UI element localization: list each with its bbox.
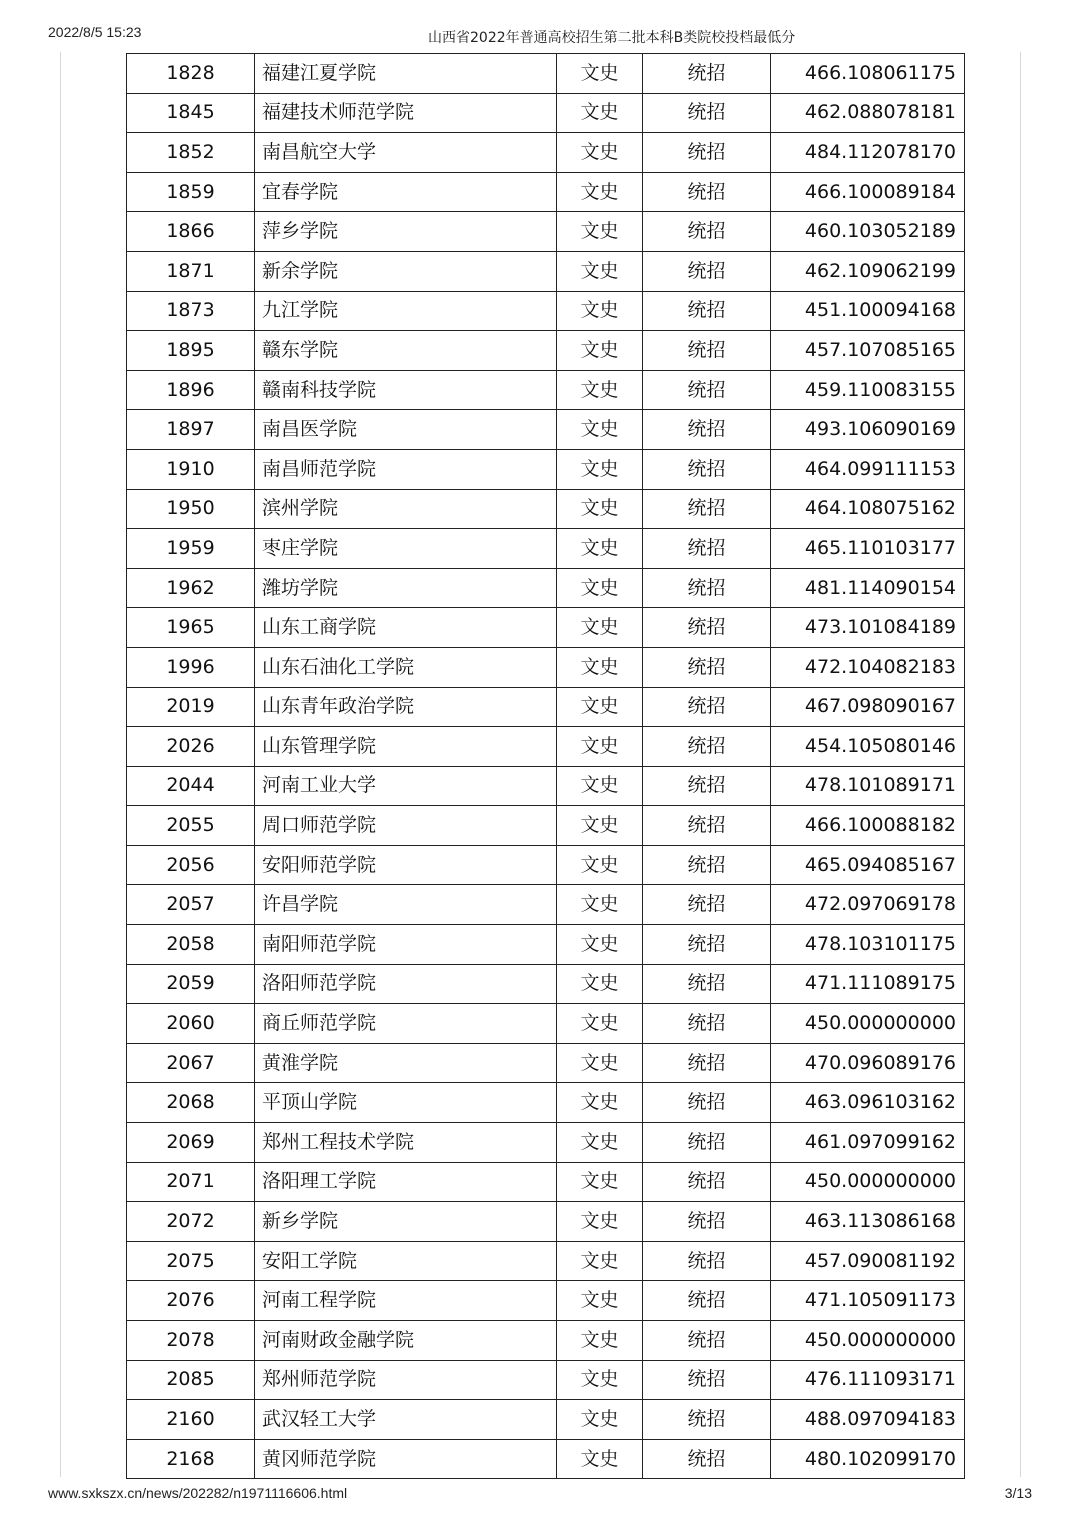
school-code-cell: 2067: [127, 1043, 255, 1083]
admission-type-cell: 统招: [643, 331, 771, 371]
school-code-cell: 2168: [127, 1439, 255, 1479]
school-code-cell: 2072: [127, 1202, 255, 1242]
admission-type-cell: 统招: [643, 845, 771, 885]
admission-type-cell: 统招: [643, 687, 771, 727]
school-name-cell: 福建江夏学院: [255, 54, 557, 94]
school-name-cell: 萍乡学院: [255, 212, 557, 252]
table-row: [127, 845, 965, 885]
school-code-cell: 2059: [127, 964, 255, 1004]
min-score-cell: 472.104082183: [771, 647, 965, 687]
school-name-cell: 平顶山学院: [255, 1083, 557, 1123]
school-code-cell: 1896: [127, 370, 255, 410]
admission-type-cell: 统招: [643, 568, 771, 608]
subject-category-cell: 文史: [557, 251, 643, 291]
subject-category-cell: 文史: [557, 1400, 643, 1440]
min-score-cell: 473.101084189: [771, 608, 965, 648]
table-row: [127, 806, 965, 846]
school-name-cell: 山东管理学院: [255, 727, 557, 767]
table-body: [127, 54, 965, 1479]
subject-category-cell: 文史: [557, 568, 643, 608]
school-code-cell: 2060: [127, 1004, 255, 1044]
school-code-cell: 1996: [127, 647, 255, 687]
school-code-cell: 2085: [127, 1360, 255, 1400]
subject-category-cell: 文史: [557, 1281, 643, 1321]
school-name-cell: 枣庄学院: [255, 529, 557, 569]
school-code-cell: 2068: [127, 1083, 255, 1123]
table-row: [127, 212, 965, 252]
table-row: [127, 885, 965, 925]
school-code-cell: 1859: [127, 172, 255, 212]
min-score-cell: 459.110083155: [771, 370, 965, 410]
min-score-cell: 476.111093171: [771, 1360, 965, 1400]
table-row: [127, 964, 965, 1004]
table-row: [127, 1281, 965, 1321]
min-score-cell: 457.107085165: [771, 331, 965, 371]
school-code-cell: 1845: [127, 93, 255, 133]
school-name-cell: 洛阳理工学院: [255, 1162, 557, 1202]
school-code-cell: 2056: [127, 845, 255, 885]
min-score-cell: 450.000000000: [771, 1004, 965, 1044]
table-row: [127, 410, 965, 450]
school-name-cell: 武汉轻工大学: [255, 1400, 557, 1440]
admission-type-cell: 统招: [643, 1439, 771, 1479]
school-name-cell: 山东石油化工学院: [255, 647, 557, 687]
min-score-cell: 493.106090169: [771, 410, 965, 450]
school-code-cell: 2044: [127, 766, 255, 806]
school-code-cell: 1950: [127, 489, 255, 529]
subject-category-cell: 文史: [557, 964, 643, 1004]
subject-category-cell: 文史: [557, 608, 643, 648]
subject-category-cell: 文史: [557, 1321, 643, 1361]
admission-type-cell: 统招: [643, 172, 771, 212]
table-row: [127, 608, 965, 648]
subject-category-cell: 文史: [557, 925, 643, 965]
page-title: 山西省2022年普通高校招生第二批本科B类院校投档最低分: [428, 30, 796, 46]
table-row: [127, 1043, 965, 1083]
school-name-cell: 宜春学院: [255, 172, 557, 212]
subject-category-cell: 文史: [557, 54, 643, 94]
school-code-cell: 1852: [127, 133, 255, 173]
table-row: [127, 93, 965, 133]
min-score-cell: 451.100094168: [771, 291, 965, 331]
table-row: [127, 925, 965, 965]
left-margin-line: [60, 52, 61, 1477]
school-name-cell: 福建技术师范学院: [255, 93, 557, 133]
print-datetime: 2022/8/5 15:23: [48, 24, 142, 40]
admission-type-cell: 统招: [643, 1400, 771, 1440]
min-score-cell: 488.097094183: [771, 1400, 965, 1440]
min-score-cell: 467.098090167: [771, 687, 965, 727]
table-row: [127, 568, 965, 608]
school-name-cell: 南昌师范学院: [255, 449, 557, 489]
min-score-cell: 466.100089184: [771, 172, 965, 212]
school-name-cell: 赣东学院: [255, 331, 557, 371]
subject-category-cell: 文史: [557, 727, 643, 767]
min-score-cell: 471.105091173: [771, 1281, 965, 1321]
admission-type-cell: 统招: [643, 885, 771, 925]
min-score-cell: 461.097099162: [771, 1123, 965, 1163]
admission-type-cell: 统招: [643, 251, 771, 291]
school-name-cell: 南昌航空大学: [255, 133, 557, 173]
right-margin-line: [1020, 52, 1021, 1477]
school-code-cell: 2071: [127, 1162, 255, 1202]
table-row: [127, 54, 965, 94]
min-score-cell: 464.108075162: [771, 489, 965, 529]
min-score-cell: 481.114090154: [771, 568, 965, 608]
min-score-cell: 462.109062199: [771, 251, 965, 291]
school-name-cell: 黄冈师范学院: [255, 1439, 557, 1479]
table-row: [127, 331, 965, 371]
subject-category-cell: 文史: [557, 885, 643, 925]
school-name-cell: 商丘师范学院: [255, 1004, 557, 1044]
subject-category-cell: 文史: [557, 133, 643, 173]
table-row: [127, 133, 965, 173]
subject-category-cell: 文史: [557, 1043, 643, 1083]
school-code-cell: 1871: [127, 251, 255, 291]
table-row: [127, 489, 965, 529]
min-score-cell: 480.102099170: [771, 1439, 965, 1479]
school-name-cell: 洛阳师范学院: [255, 964, 557, 1004]
admission-type-cell: 统招: [643, 964, 771, 1004]
subject-category-cell: 文史: [557, 845, 643, 885]
admission-type-cell: 统招: [643, 1202, 771, 1242]
min-score-cell: 471.111089175: [771, 964, 965, 1004]
table-row: [127, 291, 965, 331]
school-name-cell: 周口师范学院: [255, 806, 557, 846]
school-name-cell: 赣南科技学院: [255, 370, 557, 410]
table-row: [127, 766, 965, 806]
table-row: [127, 1439, 965, 1479]
school-code-cell: 2075: [127, 1241, 255, 1281]
subject-category-cell: 文史: [557, 1202, 643, 1242]
page-number: 3/13: [1004, 1485, 1032, 1501]
admission-type-cell: 统招: [643, 291, 771, 331]
min-score-cell: 466.100088182: [771, 806, 965, 846]
school-name-cell: 河南工程学院: [255, 1281, 557, 1321]
school-name-cell: 南昌医学院: [255, 410, 557, 450]
min-score-cell: 457.090081192: [771, 1241, 965, 1281]
table-row: [127, 687, 965, 727]
admission-type-cell: 统招: [643, 647, 771, 687]
min-score-cell: 465.110103177: [771, 529, 965, 569]
school-code-cell: 1873: [127, 291, 255, 331]
table-row: [127, 370, 965, 410]
admission-type-cell: 统招: [643, 410, 771, 450]
school-name-cell: 滨州学院: [255, 489, 557, 529]
table-row: [127, 529, 965, 569]
school-name-cell: 许昌学院: [255, 885, 557, 925]
subject-category-cell: 文史: [557, 1083, 643, 1123]
school-code-cell: 1962: [127, 568, 255, 608]
school-code-cell: 2055: [127, 806, 255, 846]
school-name-cell: 山东青年政治学院: [255, 687, 557, 727]
admission-type-cell: 统招: [643, 1162, 771, 1202]
admission-type-cell: 统招: [643, 727, 771, 767]
admission-type-cell: 统招: [643, 449, 771, 489]
table-row: [127, 1241, 965, 1281]
admission-score-table: [126, 53, 965, 1479]
school-code-cell: 2026: [127, 727, 255, 767]
school-code-cell: 2069: [127, 1123, 255, 1163]
admission-type-cell: 统招: [643, 766, 771, 806]
admission-type-cell: 统招: [643, 1281, 771, 1321]
subject-category-cell: 文史: [557, 489, 643, 529]
school-name-cell: 九江学院: [255, 291, 557, 331]
admission-type-cell: 统招: [643, 1043, 771, 1083]
school-code-cell: 2019: [127, 687, 255, 727]
school-code-cell: 2078: [127, 1321, 255, 1361]
min-score-cell: 450.000000000: [771, 1162, 965, 1202]
min-score-cell: 462.088078181: [771, 93, 965, 133]
min-score-cell: 478.103101175: [771, 925, 965, 965]
table-row: [127, 1004, 965, 1044]
subject-category-cell: 文史: [557, 449, 643, 489]
subject-category-cell: 文史: [557, 529, 643, 569]
table-row: [127, 1083, 965, 1123]
table-row: [127, 1400, 965, 1440]
admission-type-cell: 统招: [643, 806, 771, 846]
source-url: www.sxkszx.cn/news/202282/n1971116606.html: [48, 1485, 348, 1501]
subject-category-cell: 文史: [557, 766, 643, 806]
min-score-cell: 463.096103162: [771, 1083, 965, 1123]
admission-type-cell: 统招: [643, 1321, 771, 1361]
admission-type-cell: 统招: [643, 1004, 771, 1044]
school-name-cell: 黄淮学院: [255, 1043, 557, 1083]
table-row: [127, 172, 965, 212]
admission-type-cell: 统招: [643, 1360, 771, 1400]
school-name-cell: 山东工商学院: [255, 608, 557, 648]
school-name-cell: 潍坊学院: [255, 568, 557, 608]
subject-category-cell: 文史: [557, 1004, 643, 1044]
admission-type-cell: 统招: [643, 925, 771, 965]
subject-category-cell: 文史: [557, 410, 643, 450]
table-row: [127, 1321, 965, 1361]
school-code-cell: 2160: [127, 1400, 255, 1440]
subject-category-cell: 文史: [557, 212, 643, 252]
subject-category-cell: 文史: [557, 1123, 643, 1163]
table-row: [127, 1123, 965, 1163]
admission-type-cell: 统招: [643, 212, 771, 252]
admission-type-cell: 统招: [643, 133, 771, 173]
min-score-cell: 465.094085167: [771, 845, 965, 885]
admission-type-cell: 统招: [643, 529, 771, 569]
school-name-cell: 河南工业大学: [255, 766, 557, 806]
school-code-cell: 1965: [127, 608, 255, 648]
admission-type-cell: 统招: [643, 370, 771, 410]
school-code-cell: 1866: [127, 212, 255, 252]
school-name-cell: 新乡学院: [255, 1202, 557, 1242]
school-name-cell: 安阳工学院: [255, 1241, 557, 1281]
school-code-cell: 1910: [127, 449, 255, 489]
subject-category-cell: 文史: [557, 291, 643, 331]
subject-category-cell: 文史: [557, 647, 643, 687]
min-score-cell: 466.108061175: [771, 54, 965, 94]
school-name-cell: 郑州师范学院: [255, 1360, 557, 1400]
subject-category-cell: 文史: [557, 93, 643, 133]
min-score-cell: 472.097069178: [771, 885, 965, 925]
table-row: [127, 727, 965, 767]
admission-type-cell: 统招: [643, 608, 771, 648]
subject-category-cell: 文史: [557, 1162, 643, 1202]
school-name-cell: 安阳师范学院: [255, 845, 557, 885]
admission-type-cell: 统招: [643, 93, 771, 133]
min-score-cell: 460.103052189: [771, 212, 965, 252]
school-name-cell: 南阳师范学院: [255, 925, 557, 965]
school-name-cell: 新余学院: [255, 251, 557, 291]
school-code-cell: 2058: [127, 925, 255, 965]
table-row: [127, 1202, 965, 1242]
school-code-cell: 1959: [127, 529, 255, 569]
school-code-cell: 2076: [127, 1281, 255, 1321]
admission-type-cell: 统招: [643, 489, 771, 529]
table-row: [127, 251, 965, 291]
table-row: [127, 449, 965, 489]
subject-category-cell: 文史: [557, 172, 643, 212]
subject-category-cell: 文史: [557, 1241, 643, 1281]
min-score-cell: 454.105080146: [771, 727, 965, 767]
table-row: [127, 647, 965, 687]
table-row: [127, 1360, 965, 1400]
school-code-cell: 1897: [127, 410, 255, 450]
min-score-cell: 450.000000000: [771, 1321, 965, 1361]
min-score-cell: 464.099111153: [771, 449, 965, 489]
subject-category-cell: 文史: [557, 370, 643, 410]
admission-type-cell: 统招: [643, 1083, 771, 1123]
subject-category-cell: 文史: [557, 806, 643, 846]
admission-type-cell: 统招: [643, 1241, 771, 1281]
school-code-cell: 1895: [127, 331, 255, 371]
min-score-cell: 484.112078170: [771, 133, 965, 173]
school-name-cell: 郑州工程技术学院: [255, 1123, 557, 1163]
subject-category-cell: 文史: [557, 687, 643, 727]
admission-type-cell: 统招: [643, 1123, 771, 1163]
min-score-cell: 478.101089171: [771, 766, 965, 806]
min-score-cell: 470.096089176: [771, 1043, 965, 1083]
min-score-cell: 463.113086168: [771, 1202, 965, 1242]
school-code-cell: 1828: [127, 54, 255, 94]
subject-category-cell: 文史: [557, 331, 643, 371]
admission-type-cell: 统招: [643, 54, 771, 94]
subject-category-cell: 文史: [557, 1360, 643, 1400]
school-name-cell: 河南财政金融学院: [255, 1321, 557, 1361]
school-code-cell: 2057: [127, 885, 255, 925]
table-row: [127, 1162, 965, 1202]
subject-category-cell: 文史: [557, 1439, 643, 1479]
